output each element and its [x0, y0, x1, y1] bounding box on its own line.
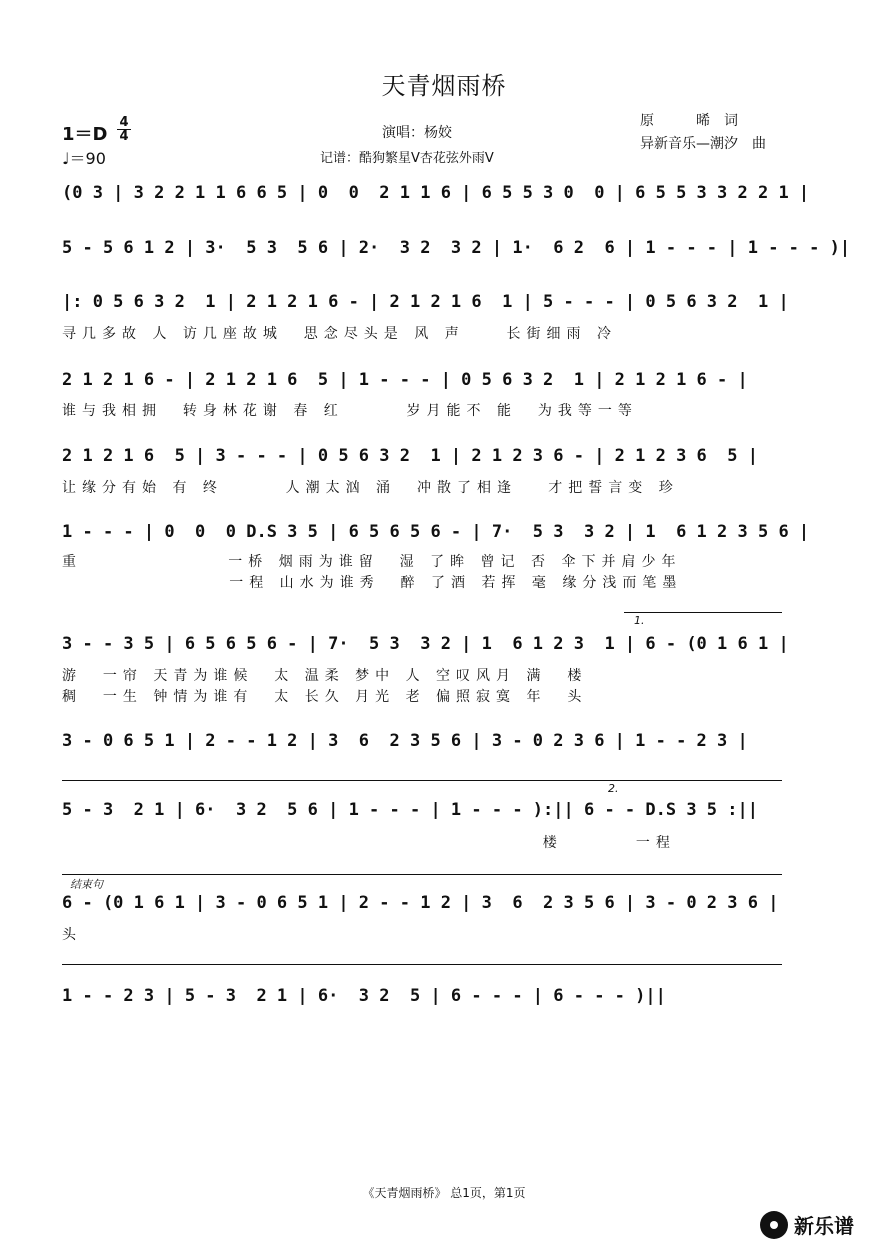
notation-row-10: 6 - (0 1 6 1 | 3 - 0 6 5 1 | 2 - - 1 2 | 3 6 2 3 5 6 | 3 - 0 2 3 6 | [62, 893, 779, 913]
tempo-mark: ♩＝90 [62, 149, 106, 168]
singer-credit: 演唱：杨姣 [382, 125, 452, 141]
scribe-credit: 记谱：酷狗繁星V杏花弦外雨V [320, 151, 494, 166]
lyric-row-4: 谁与我相拥 转身林花谢 春 红 岁月能不 能 为我等一等 [62, 403, 638, 419]
lyric-row-3: 寻几多故 人 访几座故城 思念尽头是 风 声 长街细雨 冷 [62, 326, 617, 342]
notation-row-4: 2 1 2 1 6 - | 2 1 2 1 6 5 | 1 - - - | 0 5 6 3 2 1 | 2 1 2 1 6 - | [62, 370, 748, 390]
notation-row-9: 5 - 3 2 1 | 6· 3 2 5 6 | 1 - - - | 1 - - - ):|| 6 - - D.S 3 5 :|| [62, 800, 758, 820]
second-ending-label: 2. [608, 782, 619, 795]
lyric-row-6a: 重 一桥 烟雨为谁留 湿 了眸 曾记 否 伞下并肩少年 [62, 554, 682, 570]
lyric-row-10: 头 [62, 927, 82, 943]
lyric-row-5: 让缘分有始 有 终 人潮太汹 涌 冲散了相逢 才把誓言变 珍 [62, 480, 679, 496]
logo-text: 新乐谱 [794, 1214, 854, 1238]
coda-label: 结束句 [70, 878, 103, 891]
notation-row-6: 1 - - - | 0 0 0 D.S 3 5 | 6 5 6 5 6 - | 7· 5 3 3 2 | 1 6 1 2 3 5 6 | [62, 522, 810, 542]
notation-row-7: 3 - - 3 5 | 6 5 6 5 6 - | 7· 5 3 3 2 | 1 6 1 2 3 1 | 6 - (0 1 6 1 | [62, 634, 789, 654]
song-title: 天青烟雨桥 [381, 72, 507, 100]
coda-bracket-continued [62, 964, 782, 965]
record-disc-icon [760, 1211, 788, 1239]
composer-credit: 异新音乐—潮汐 曲 [640, 136, 766, 152]
notation-row-11: 1 - - 2 3 | 5 - 3 2 1 | 6· 3 2 5 | 6 - - - | 6 - - - )|| [62, 986, 666, 1006]
lyric-row-7b: 稠 一生 钟情为谁有 太 长久 月光 老 偏照寂寞 年 头 [62, 689, 588, 705]
lyric-row-6b: 一程 山水为谁秀 醉 了酒 若挥 毫 缘分浅而笔墨 [62, 575, 683, 591]
coda-bracket [62, 874, 782, 875]
lyric-row-9: 楼 一程 [62, 835, 676, 851]
lyricist-credit: 原 晞 词 [640, 113, 738, 129]
site-logo [760, 1210, 854, 1239]
first-ending-bracket [624, 612, 782, 613]
notation-row-2: 5 - 5 6 1 2 | 3· 5 3 5 6 | 2· 3 2 3 2 | 1· 6 2 6 | 1 - - - | 1 - - - )| [62, 238, 851, 258]
second-ending-bracket [598, 780, 782, 781]
first-ending-label: 1. [634, 614, 645, 627]
notation-row-5: 2 1 2 1 6 5 | 3 - - - | 0 5 6 3 2 1 | 2 1 2 3 6 - | 2 1 2 3 6 5 | [62, 446, 758, 466]
first-ending-bracket-continued [62, 780, 598, 781]
notation-row-8: 3 - 0 6 5 1 | 2 - - 1 2 | 3 6 2 3 5 6 | 3 - 0 2 3 6 | 1 - - 2 3 | [62, 731, 748, 751]
notation-row-1: (0 3 | 3 2 2 1 1 6 6 5 | 0 0 2 1 1 6 | 6 5 5 3 0 0 | 6 5 5 3 3 2 2 1 | [62, 183, 810, 203]
page-footer: 《天青烟雨桥》 总1页，第1页 [362, 1186, 526, 1200]
time-signature-top: 4 [119, 115, 129, 130]
lyric-row-7a: 游 一帘 天青为谁候 太 温柔 梦中 人 空叹风月 满 楼 [62, 668, 588, 684]
time-signature-bottom: 4 [117, 129, 131, 143]
time-signature [117, 116, 131, 143]
notation-row-3: |: 0 5 6 3 2 1 | 2 1 2 1 6 - | 2 1 2 1 6 1 | 5 - - - | 0 5 6 3 2 1 | [62, 292, 789, 312]
key-signature: 1＝D [62, 124, 108, 145]
